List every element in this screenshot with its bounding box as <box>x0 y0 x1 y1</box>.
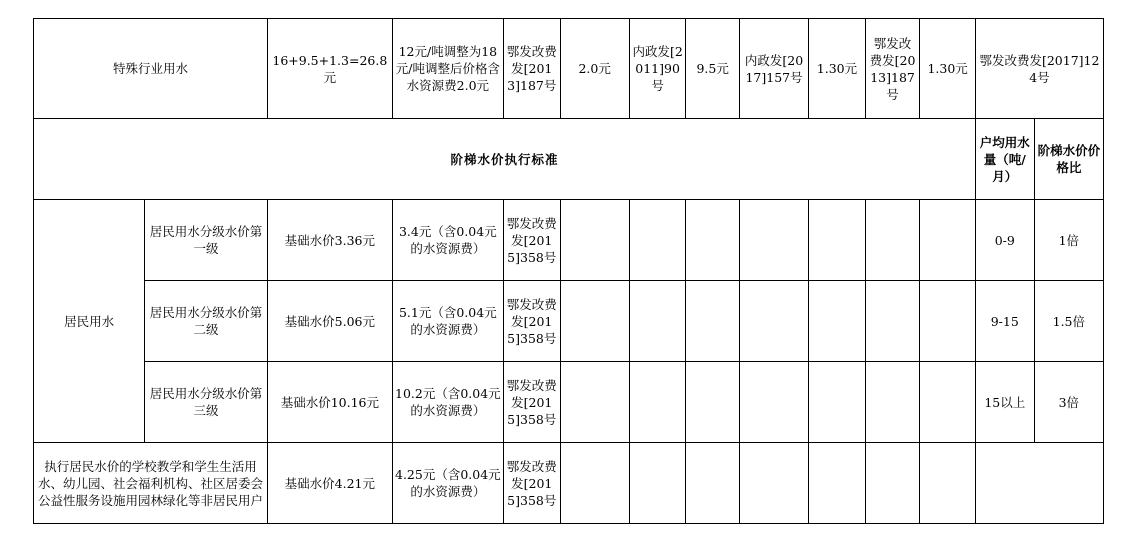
empty-cell <box>629 362 686 443</box>
tier-title: 阶梯水价执行标准 <box>34 119 976 200</box>
special-v4-cell: 1.30元 <box>920 19 976 119</box>
usage-cell: 0-9 <box>975 200 1034 281</box>
special-v1-cell: 2.0元 <box>560 19 629 119</box>
water-price-table <box>33 18 1104 524</box>
nonres-desc-cell: 执行居民水价的学校教学和学生生活用水、幼儿园、社会福利机构、社区居委会公益性服务设施用园林绿化等非居民用户 <box>34 443 268 524</box>
level-cell: 居民用水分级水价第三级 <box>145 362 268 443</box>
residential-category-cell: 居民用水 <box>34 200 145 443</box>
price-cell: 10.2元（含0.04元的水资源费） <box>392 362 503 443</box>
empty-cell <box>560 281 629 362</box>
special-v2-cell: 9.5元 <box>686 19 739 119</box>
empty-cell <box>865 200 920 281</box>
special-adjust-cell: 12元/吨调整为18元/吨调整后价格含水资源费2.0元 <box>392 19 503 119</box>
empty-cell <box>560 200 629 281</box>
empty-cell <box>686 362 739 443</box>
empty-cell <box>739 443 808 524</box>
empty-cell <box>686 200 739 281</box>
special-industry-row <box>34 19 1104 119</box>
tier-header-row <box>34 119 1104 200</box>
usage-cell: 15以上 <box>975 362 1034 443</box>
level-cell: 居民用水分级水价第一级 <box>145 200 268 281</box>
base-price-cell: 基础水价5.06元 <box>267 281 392 362</box>
special-doc2-cell: 内政发[2011]90号 <box>629 19 686 119</box>
empty-cell <box>560 362 629 443</box>
nonres-price-cell: 4.25元（含0.04元的水资源费） <box>392 443 503 524</box>
empty-cell <box>739 200 808 281</box>
empty-cell <box>920 443 976 524</box>
empty-cell <box>560 443 629 524</box>
empty-cell <box>629 200 686 281</box>
ratio-cell: 1.5倍 <box>1034 281 1103 362</box>
special-category-cell: 特殊行业用水 <box>34 19 268 119</box>
empty-cell <box>739 281 808 362</box>
empty-cell <box>920 200 976 281</box>
empty-cell <box>739 362 808 443</box>
nonresidential-row <box>34 443 1104 524</box>
special-doc3-cell: 内政发[2017]157号 <box>739 19 808 119</box>
doc-cell: 鄂发改费发[2015]358号 <box>503 281 560 362</box>
price-cell: 5.1元（含0.04元的水资源费） <box>392 281 503 362</box>
residential-row-2 <box>34 281 1104 362</box>
ratio-cell: 1倍 <box>1034 200 1103 281</box>
empty-cell <box>920 362 976 443</box>
price-cell: 3.4元（含0.04元的水资源费） <box>392 200 503 281</box>
empty-cell <box>809 443 866 524</box>
ratio-cell: 3倍 <box>1034 362 1103 443</box>
doc-cell: 鄂发改费发[2015]358号 <box>503 200 560 281</box>
special-formula-cell: 16+9.5+1.3=26.8元 <box>267 19 392 119</box>
empty-cell <box>865 362 920 443</box>
empty-cell <box>809 200 866 281</box>
empty-cell <box>920 281 976 362</box>
residential-row-3 <box>34 362 1104 443</box>
empty-cell <box>809 281 866 362</box>
usage-header: 户均用水量（吨/月） <box>975 119 1034 200</box>
empty-cell <box>975 443 1103 524</box>
base-price-cell: 基础水价3.36元 <box>267 200 392 281</box>
empty-cell <box>686 281 739 362</box>
nonres-doc-cell: 鄂发改费发[2015]358号 <box>503 443 560 524</box>
empty-cell <box>629 443 686 524</box>
base-price-cell: 基础水价10.16元 <box>267 362 392 443</box>
empty-cell <box>629 281 686 362</box>
doc-cell: 鄂发改费发[2015]358号 <box>503 362 560 443</box>
special-doc5-cell: 鄂发改费发[2017]124号 <box>975 19 1103 119</box>
level-cell: 居民用水分级水价第二级 <box>145 281 268 362</box>
empty-cell <box>865 281 920 362</box>
nonres-base-cell: 基础水价4.21元 <box>267 443 392 524</box>
residential-row-1 <box>34 200 1104 281</box>
empty-cell <box>686 443 739 524</box>
special-doc1-cell: 鄂发改费发[2013]187号 <box>503 19 560 119</box>
ratio-header: 阶梯水价价格比 <box>1034 119 1103 200</box>
special-doc4-cell: 鄂发改费发[2013]187号 <box>865 19 920 119</box>
usage-cell: 9-15 <box>975 281 1034 362</box>
empty-cell <box>865 443 920 524</box>
empty-cell <box>809 362 866 443</box>
special-v3-cell: 1.30元 <box>809 19 866 119</box>
